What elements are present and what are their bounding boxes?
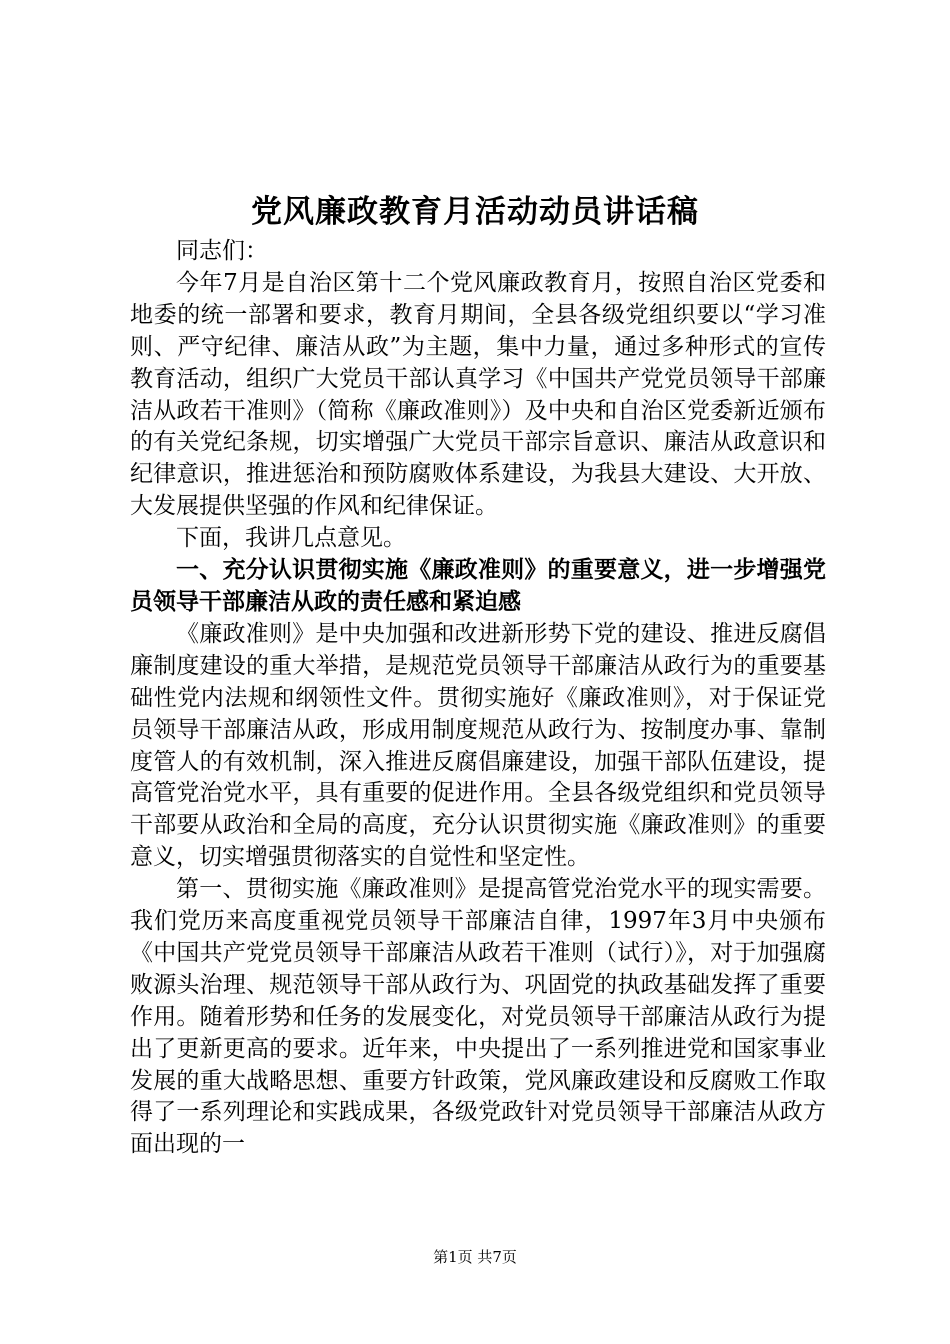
transition-paragraph: 下面，我讲几点意见。 <box>176 525 406 552</box>
intro-paragraph: 今年7月是自治区第十二个党风廉政教育月，按照自治区党委和地委的统一部署和要求，教育月期间，全县各级党组织要以“学习准则、严守纪律、廉洁从政”为主题，集中力量，通过多种形式的宣传教育活动，组织广大党员干部认真学习《中国共产党党员领导干部廉洁从政若干准则》（简称《廉政准则》）及中央和自治区党委新近颁布的有关党纪条规，切实增强广大党员干部宗旨意识、廉洁从政意识和纪律意识，推进惩治和预防腐败体系建设，为我县大建设、大开放、大发展提供坚强的作风和纪律保证。 <box>130 269 826 520</box>
document-body <box>130 236 826 1161</box>
document-title: 党风廉政教育月活动动员讲话稿 <box>251 194 699 230</box>
section-paragraph: 《廉政准则》是中央加强和改进新形势下党的建设、推进反腐倡廉制度建设的重大举措，是规范党员领导干部廉洁从政行为的重要基础性党内法规和纲领性文件。贯彻实施好《廉政准则》，对于保证党员领导干部廉洁从政，形成用制度规范从政行为、按制度办事、靠制度管人的有效机制，深入推进反腐倡廉建设，加强干部队伍建设，提高管党治党水平，具有重要的促进作用。全县各级党组织和党员领导干部要从政治和全局的高度，充分认识贯彻实施《廉政准则》的重要意义，切实增强贯彻落实的自觉性和坚定性。 <box>130 620 826 871</box>
section-paragraph: 第一、贯彻实施《廉政准则》是提高管党治党水平的现实需要。我们党历来高度重视党员领导干部廉洁自律，1997年3月中央颁布《中国共产党党员领导干部廉洁从政若干准则（试行）》，对于加强腐败源头治理、规范领导干部从政行为、巩固党的执政基础发挥了重要作用。随着形势和任务的发展变化，对党员领导干部廉洁从政行为提出了更新更高的要求。近年来，中央提出了一系列推进党和国家事业发展的重大战略思想、重要方针政策，党风廉政建设和反腐败工作取得了一系列理论和实践成果，各级党政针对党员领导干部廉洁从政方面出现的一 <box>130 876 826 1158</box>
page-footer: 第1页 共7页 <box>433 1248 517 1266</box>
section-heading: 一、充分认识贯彻实施《廉政准则》的重要意义，进一步增强党员领导干部廉洁从政的责任感和紧迫感 <box>130 557 826 615</box>
salutation: 同志们： <box>176 238 268 264</box>
